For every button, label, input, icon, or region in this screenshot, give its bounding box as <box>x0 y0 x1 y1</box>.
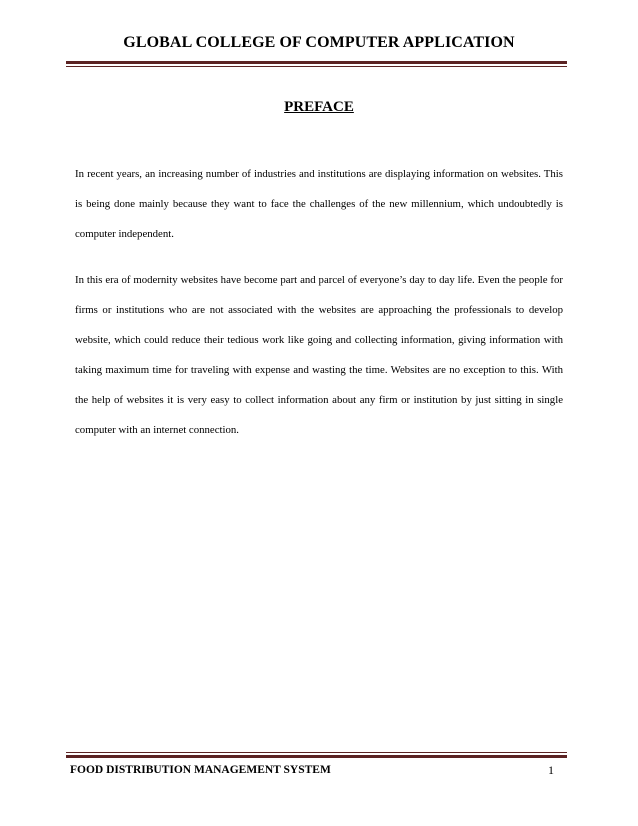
page-number: 1 <box>548 763 554 777</box>
footer-divider-thick <box>66 755 567 758</box>
preface-paragraph-1: In recent years, an increasing number of industries and institutions are displaying information on websites. This is being done mainly because they want to face the challenges of the new millennium, which undoubtedly is computer independent. <box>75 167 563 240</box>
preface-heading: PREFACE <box>284 99 354 115</box>
preface-paragraph-2: In this era of modernity websites have become part and parcel of everyone’s day to day life. Even the people for firms or institutions who are not associated with the websites are approaching the professionals to develop website, which could reduce their tedious work like going and collecting information, giving information with taking maximum time for traveling with expense and wasting the time. Websites are no exception to this. With the help of websites it is very easy to collect information about any firm or institution by just sitting in single computer with an internet connection. <box>75 273 563 436</box>
header-divider-thick <box>66 61 567 64</box>
footer-divider-thin <box>66 752 567 753</box>
footer-project-title: FOOD DISTRIBUTION MANAGEMENT SYSTEM <box>70 764 331 776</box>
header-divider-thin <box>66 66 567 67</box>
page-header-title: GLOBAL COLLEGE OF COMPUTER APPLICATION <box>123 34 515 51</box>
